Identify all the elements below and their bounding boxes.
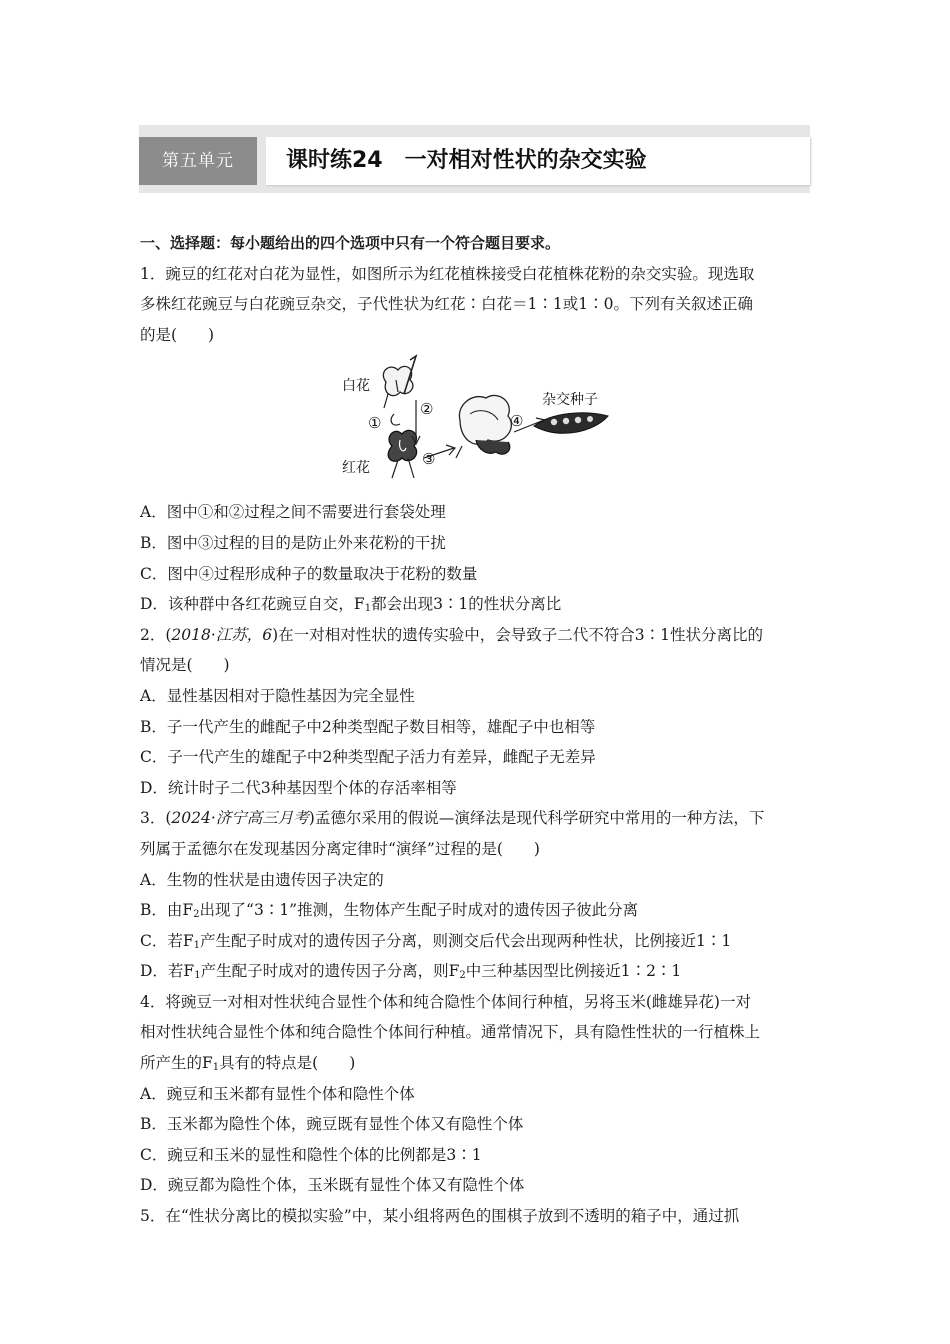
step-1-label: ① [368, 414, 382, 433]
q1-option-a: A．图中①和②过程之间不需要进行套袋处理 [140, 503, 446, 522]
q2-option-c: C．子一代产生的雄配子中2种类型配子活力有差异，雌配子无差异 [140, 748, 596, 767]
bagged-flower-icon [456, 396, 511, 459]
q2-option-d: D．统计时子二代3种基因型个体的存活率相等 [140, 778, 457, 797]
q3-option-a: A．生物的性状是由遗传因子决定的 [140, 870, 384, 889]
q3-source: 2024·济宁高三月考 [171, 809, 309, 828]
q1-stem-line1: 1．豌豆的红花对白花为显性，如图所示为红花植株接受白花植株花粉的杂交实验。现选取 [140, 264, 755, 283]
q2-stem-line1: 2．(2018·江苏，6)在一对相对性状的遗传实验中，会导致子二代不符合3∶1性状分离比的 [140, 625, 763, 644]
section-title: 一、选择题：每小题给出的四个选项中只有一个符合题目要求。 [140, 234, 561, 252]
q2-option-b: B．子一代产生的雌配子中2种类型配子数目相等，雄配子中也相等 [140, 717, 596, 736]
unit-label: 第五单元 [139, 137, 257, 185]
q4-stem-line1: 4．将豌豆一对相对性状纯合显性个体和纯合隐性个体间行种植，另将玉米(雌雄异花)一对 [140, 992, 751, 1011]
q1-figure [140, 350, 812, 497]
q1-stem-line3: 的是( ) [140, 325, 215, 344]
q5-stem-line1: 5．在“性状分离比的模拟实验”中，某小组将两色的围棋子放到不透明的箱子中，通过抓 [140, 1207, 740, 1226]
q1-option-b: B．图中③过程的目的是防止外来花粉的干扰 [140, 533, 446, 552]
q4-option-c: C．豌豆和玉米的显性和隐性个体的比例都是3∶1 [140, 1145, 482, 1164]
q1-option-c: C．图中④过程形成种子的数量取决于花粉的数量 [140, 564, 478, 583]
q4-stem-line3: 所产生的$F_1$具有的特点是( ) [140, 1054, 356, 1074]
q3-option-d: D．若$F_1$产生配子时成对的遗传因子分离，则$F_2$中三种基因型比例接近1∶2∶1 [140, 962, 682, 982]
q1-stem-line2: 多株红花豌豆与白花豌豆杂交，子代性状为红花∶白花＝1∶1或1∶0。下列有关叙述正确 [140, 295, 753, 314]
page-title: 课时练24 一对相对性状的杂交实验 [286, 148, 647, 173]
q3-option-b: B．由$F_2$出现了“3∶1”推测，生物体产生配子时成对的遗传因子彼此分离 [140, 901, 639, 921]
step-2-label: ② [420, 400, 434, 419]
q2-stem-line2: 情况是( ) [140, 656, 230, 675]
step-4-label: ④ [510, 412, 524, 431]
document-body [140, 228, 812, 1232]
q3-option-c: C．若$F_1$产生配子时成对的遗传因子分离，则测交后代会出现两种性状，比例接近1∶1 [140, 931, 732, 951]
q4-option-d: D．豌豆都为隐性个体，玉米既有显性个体又有隐性个体 [140, 1176, 525, 1195]
q2-source: 2018·江苏，6 [171, 625, 273, 644]
q1-option-d: D．该种群中各红花豌豆自交，$F_1$都会出现3∶1的性状分离比 [140, 595, 562, 615]
title-box [266, 137, 810, 185]
white-flower-icon [383, 356, 416, 408]
pea-pod-icon [534, 413, 608, 433]
red-flower-icon [388, 414, 416, 478]
q3-stem-line2: 列属于孟德尔在发现基因分离定律时“演绎”过程的是( ) [140, 839, 540, 858]
q4-option-a: A．豌豆和玉米都有显性个体和隐性个体 [140, 1084, 415, 1103]
q3-stem-line1: 3．(2024·济宁高三月考)孟德尔采用的假说—演绎法是现代科学研究中常用的一种方法，下 [140, 809, 765, 828]
q4-stem-line2: 相对性状纯合显性个体和纯合隐性个体间行种植。通常情况下，具有隐性性状的一行植株上 [140, 1023, 761, 1042]
label-red-flower: 红花 [342, 460, 370, 477]
label-white-flower: 白花 [342, 378, 370, 395]
q2-option-a: A．显性基因相对于隐性基因为完全显性 [140, 686, 415, 705]
hybridization-diagram [338, 354, 618, 492]
q4-option-b: B．玉米都为隐性个体，豌豆既有显性个体又有隐性个体 [140, 1115, 524, 1134]
step-3-label: ③ [422, 450, 436, 469]
label-hybrid-seed: 杂交种子 [542, 392, 598, 409]
